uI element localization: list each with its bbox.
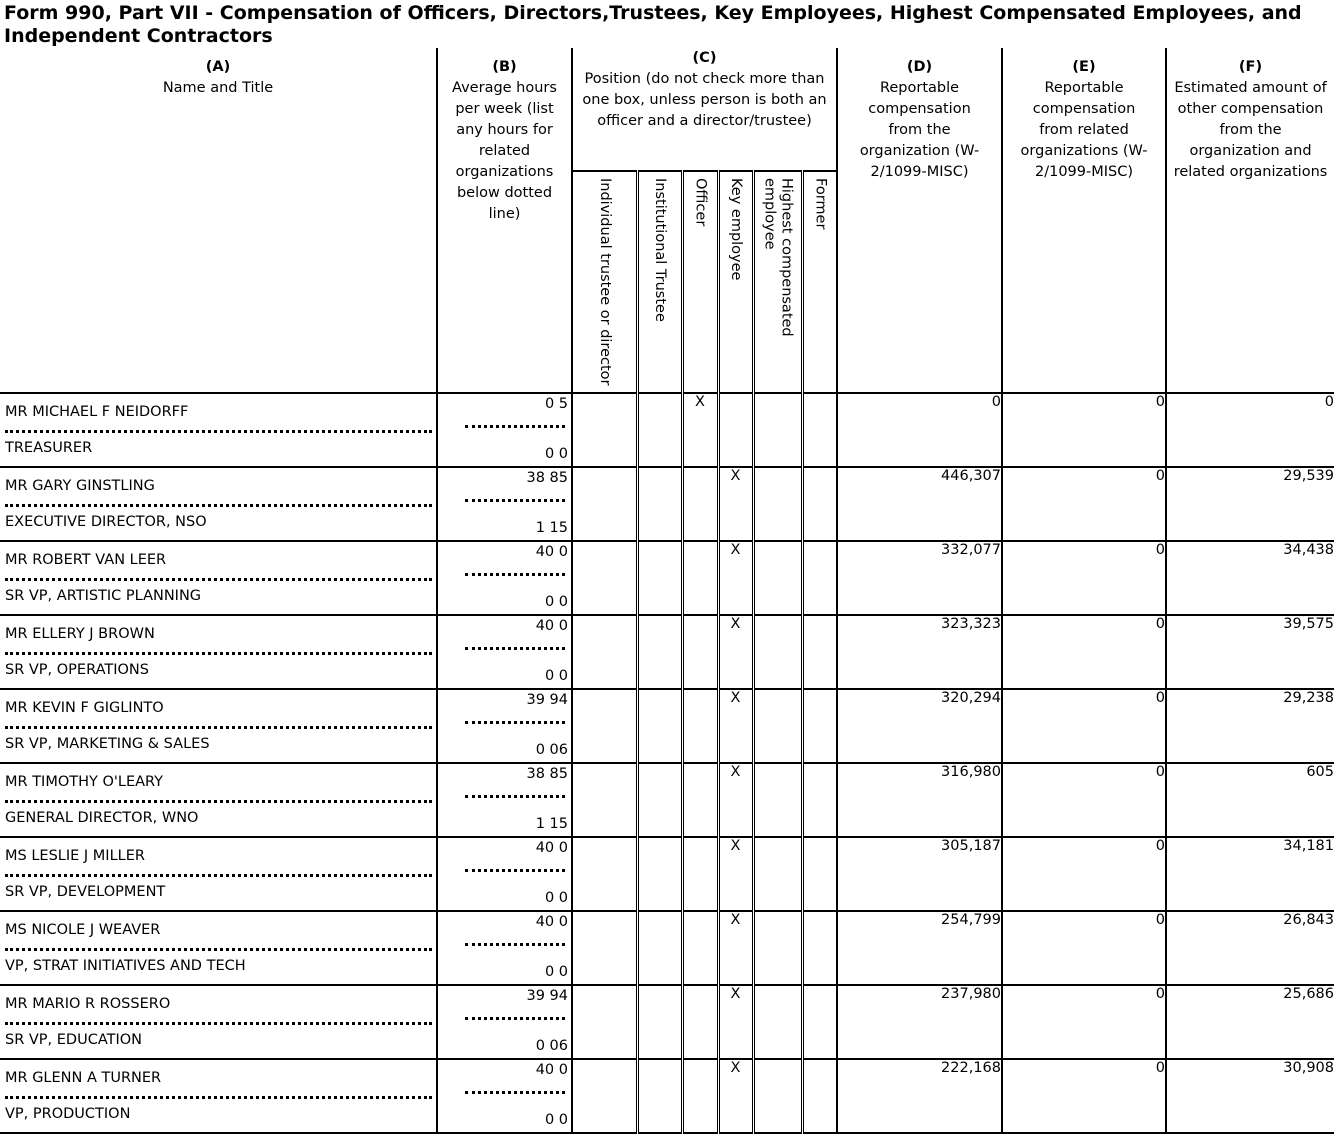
person-title: EXECUTIVE DIRECTOR, NSO	[5, 514, 207, 530]
compensation-related: 0	[1002, 1059, 1166, 1133]
hours-cell	[437, 911, 572, 985]
hours-related: 1 15	[535, 520, 568, 536]
person-name: MR MICHAEL F NEIDORFF	[5, 404, 189, 420]
hours-cell	[437, 985, 572, 1059]
position-officer	[682, 763, 718, 837]
position-individual-trustee	[572, 911, 637, 985]
compensation-related: 0	[1002, 393, 1166, 467]
position-institutional-trustee	[637, 1059, 682, 1133]
hours-organization: 40 0	[535, 618, 568, 634]
header-c-key-employee	[718, 171, 753, 393]
position-highest-compensated	[753, 467, 802, 541]
header-f	[1166, 48, 1334, 393]
hours-organization: 39 94	[526, 692, 568, 708]
header-c-sub-label: Former	[812, 178, 829, 230]
position-highest-compensated	[753, 1059, 802, 1133]
position-individual-trustee	[572, 763, 637, 837]
header-f-letter: (F)	[1238, 59, 1263, 75]
header-c-individual-trustee	[572, 171, 637, 393]
position-former	[802, 1059, 837, 1133]
compensation-organization: 316,980	[837, 763, 1002, 837]
person-title: VP, STRAT INITIATIVES AND TECH	[5, 958, 246, 974]
compensation-organization: 0	[837, 393, 1002, 467]
position-former	[802, 467, 837, 541]
position-key-employee: X	[718, 763, 753, 837]
hours-related: 0 0	[544, 668, 568, 684]
table-row	[0, 985, 1334, 1059]
hours-cell	[437, 1059, 572, 1133]
person-name: MS NICOLE J WEAVER	[5, 922, 161, 938]
header-c-former	[802, 171, 837, 393]
name-title-cell	[0, 763, 437, 837]
position-former	[802, 393, 837, 467]
position-individual-trustee	[572, 615, 637, 689]
person-title: SR VP, MARKETING & SALES	[5, 736, 210, 752]
position-key-employee: X	[718, 1059, 753, 1133]
hours-related: 0 0	[544, 594, 568, 610]
position-individual-trustee	[572, 689, 637, 763]
position-officer	[682, 837, 718, 911]
dotted-separator	[465, 494, 565, 502]
table-row	[0, 541, 1334, 615]
position-key-employee: X	[718, 467, 753, 541]
person-title: SR VP, DEVELOPMENT	[5, 884, 166, 900]
dotted-separator	[5, 1016, 432, 1025]
dotted-separator	[465, 1012, 565, 1020]
person-name: MR ROBERT VAN LEER	[5, 552, 167, 568]
hours-related: 0 0	[544, 1112, 568, 1128]
position-highest-compensated	[753, 763, 802, 837]
position-highest-compensated	[753, 689, 802, 763]
position-key-employee: X	[718, 985, 753, 1059]
dotted-separator	[465, 1086, 565, 1094]
compensation-organization: 323,323	[837, 615, 1002, 689]
header-c-letter: (C)	[692, 50, 717, 66]
table-row	[0, 393, 1334, 467]
name-title-cell	[0, 615, 437, 689]
position-former	[802, 837, 837, 911]
person-title: SR VP, OPERATIONS	[5, 662, 149, 678]
dotted-separator	[5, 1090, 432, 1099]
header-c-sub-label: Officer	[692, 178, 709, 227]
hours-cell	[437, 837, 572, 911]
position-individual-trustee	[572, 467, 637, 541]
dotted-separator	[465, 420, 565, 428]
compensation-related: 0	[1002, 763, 1166, 837]
position-key-employee	[718, 393, 753, 467]
dotted-separator	[5, 794, 432, 803]
table-row	[0, 763, 1334, 837]
hours-organization: 39 94	[526, 988, 568, 1004]
other-compensation: 25,686	[1166, 985, 1334, 1059]
other-compensation: 29,539	[1166, 467, 1334, 541]
header-d-text: Reportable compensation from the organization (W- 2/1099-MISC)	[859, 80, 980, 180]
compensation-related: 0	[1002, 985, 1166, 1059]
hours-organization: 40 0	[535, 914, 568, 930]
position-officer	[682, 467, 718, 541]
position-former	[802, 985, 837, 1059]
header-c	[572, 48, 837, 171]
person-name: MR MARIO R ROSSERO	[5, 996, 171, 1012]
name-title-cell	[0, 393, 437, 467]
position-institutional-trustee	[637, 467, 682, 541]
hours-cell	[437, 689, 572, 763]
position-individual-trustee	[572, 393, 637, 467]
person-title: GENERAL DIRECTOR, WNO	[5, 810, 199, 826]
name-title-cell	[0, 1059, 437, 1133]
hours-related: 0 06	[535, 1038, 568, 1054]
person-title: VP, PRODUCTION	[5, 1106, 131, 1122]
compensation-related: 0	[1002, 467, 1166, 541]
hours-related: 0 0	[544, 890, 568, 906]
position-officer	[682, 689, 718, 763]
header-c-sub-label: Highest compensated employee	[761, 178, 795, 337]
header-d-letter: (D)	[906, 59, 933, 75]
position-former	[802, 541, 837, 615]
compensation-related: 0	[1002, 615, 1166, 689]
person-name: MR GARY GINSTLING	[5, 478, 155, 494]
person-name: MS LESLIE J MILLER	[5, 848, 145, 864]
compensation-organization: 320,294	[837, 689, 1002, 763]
hours-organization: 40 0	[535, 840, 568, 856]
header-c-sub-label: Institutional Trustee	[652, 178, 668, 322]
position-highest-compensated	[753, 911, 802, 985]
other-compensation: 34,181	[1166, 837, 1334, 911]
hours-cell	[437, 541, 572, 615]
dotted-separator	[5, 868, 432, 877]
position-highest-compensated	[753, 541, 802, 615]
header-e-letter: (E)	[1072, 59, 1096, 75]
hours-cell	[437, 763, 572, 837]
table-row	[0, 615, 1334, 689]
hours-related: 0 0	[544, 964, 568, 980]
header-c-sub-label: Individual trustee or director	[596, 178, 613, 386]
person-title: SR VP, ARTISTIC PLANNING	[5, 588, 202, 604]
name-title-cell	[0, 541, 437, 615]
compensation-organization: 446,307	[837, 467, 1002, 541]
person-name: MR KEVIN F GIGLINTO	[5, 700, 164, 716]
table-row	[0, 467, 1334, 541]
dotted-separator	[465, 864, 565, 872]
other-compensation: 605	[1166, 763, 1334, 837]
name-title-cell	[0, 837, 437, 911]
position-institutional-trustee	[637, 615, 682, 689]
person-title: TREASURER	[5, 440, 93, 456]
form-title: Form 990, Part VII - Compensation of Officers, Directors,Trustees, Key Employees, Highest Compensated Employees, and Independent Contractors	[4, 2, 1302, 47]
header-c-institutional-trustee	[637, 171, 682, 393]
person-title: SR VP, EDUCATION	[5, 1032, 143, 1048]
header-b	[437, 48, 572, 393]
compensation-organization: 237,980	[837, 985, 1002, 1059]
header-c-officer	[682, 171, 718, 393]
compensation-related: 0	[1002, 911, 1166, 985]
header-d	[837, 48, 1002, 393]
position-institutional-trustee	[637, 985, 682, 1059]
name-title-cell	[0, 689, 437, 763]
dotted-separator	[5, 646, 432, 655]
header-a-letter: (A)	[205, 59, 231, 75]
position-institutional-trustee	[637, 763, 682, 837]
hours-organization: 38 85	[526, 766, 568, 782]
hours-organization: 0 5	[544, 396, 568, 412]
compensation-table	[0, 48, 1334, 1134]
header-e-text: Reportable compensation from related organizations (W- 2/1099-MISC)	[1020, 80, 1148, 180]
person-name: MR GLENN A TURNER	[5, 1070, 162, 1086]
position-key-employee: X	[718, 615, 753, 689]
compensation-organization: 254,799	[837, 911, 1002, 985]
position-institutional-trustee	[637, 393, 682, 467]
position-key-employee: X	[718, 689, 753, 763]
table-row	[0, 689, 1334, 763]
hours-cell	[437, 467, 572, 541]
position-former	[802, 763, 837, 837]
dotted-separator	[5, 424, 432, 433]
position-highest-compensated	[753, 985, 802, 1059]
position-highest-compensated	[753, 837, 802, 911]
position-individual-trustee	[572, 837, 637, 911]
name-title-cell	[0, 985, 437, 1059]
compensation-organization: 332,077	[837, 541, 1002, 615]
other-compensation: 29,238	[1166, 689, 1334, 763]
position-officer	[682, 985, 718, 1059]
other-compensation: 26,843	[1166, 911, 1334, 985]
position-institutional-trustee	[637, 911, 682, 985]
header-f-text: Estimated amount of other compensation from the organization and related organizations	[1173, 80, 1328, 180]
name-title-cell	[0, 911, 437, 985]
compensation-related: 0	[1002, 541, 1166, 615]
position-officer: X	[682, 393, 718, 467]
position-individual-trustee	[572, 985, 637, 1059]
header-b-letter: (B)	[492, 59, 517, 75]
dotted-separator	[5, 942, 432, 951]
other-compensation: 30,908	[1166, 1059, 1334, 1133]
other-compensation: 39,575	[1166, 615, 1334, 689]
other-compensation: 34,438	[1166, 541, 1334, 615]
hours-cell	[437, 615, 572, 689]
dotted-separator	[5, 498, 432, 507]
position-institutional-trustee	[637, 689, 682, 763]
position-highest-compensated	[753, 393, 802, 467]
dotted-separator	[465, 568, 565, 576]
header-b-text: Average hours per week (list any hours for related organizations below dotted line)	[452, 80, 557, 222]
dotted-separator	[5, 572, 432, 581]
person-name: MR ELLERY J BROWN	[5, 626, 155, 642]
table-row	[0, 911, 1334, 985]
header-e	[1002, 48, 1166, 393]
hours-organization: 38 85	[526, 470, 568, 486]
position-individual-trustee	[572, 541, 637, 615]
other-compensation: 0	[1166, 393, 1334, 467]
hours-cell	[437, 393, 572, 467]
person-name: MR TIMOTHY O'LEARY	[5, 774, 164, 790]
hours-organization: 40 0	[535, 544, 568, 560]
position-officer	[682, 1059, 718, 1133]
hours-related: 1 15	[535, 816, 568, 832]
hours-organization: 40 0	[535, 1062, 568, 1078]
header-a	[0, 48, 437, 393]
hours-related: 0 06	[535, 742, 568, 758]
position-former	[802, 911, 837, 985]
header-a-text: Name and Title	[162, 80, 274, 96]
hours-related: 0 0	[544, 446, 568, 462]
dotted-separator	[5, 720, 432, 729]
position-key-employee: X	[718, 837, 753, 911]
position-highest-compensated	[753, 615, 802, 689]
compensation-organization: 305,187	[837, 837, 1002, 911]
header-c-sub-label: Key employee	[728, 178, 744, 281]
position-key-employee: X	[718, 911, 753, 985]
position-former	[802, 615, 837, 689]
table-row	[0, 1059, 1334, 1133]
position-key-employee: X	[718, 541, 753, 615]
header-c-text: Position (do not check more than one box, unless person is both an officer and a director/trustee)	[582, 71, 827, 129]
position-institutional-trustee	[637, 541, 682, 615]
compensation-organization: 222,168	[837, 1059, 1002, 1133]
position-officer	[682, 615, 718, 689]
position-officer	[682, 541, 718, 615]
header-c-highest-compensated	[753, 171, 802, 393]
dotted-separator	[465, 642, 565, 650]
dotted-separator	[465, 938, 565, 946]
position-former	[802, 689, 837, 763]
compensation-related: 0	[1002, 837, 1166, 911]
position-institutional-trustee	[637, 837, 682, 911]
table-row	[0, 837, 1334, 911]
name-title-cell	[0, 467, 437, 541]
compensation-related: 0	[1002, 689, 1166, 763]
position-officer	[682, 911, 718, 985]
dotted-separator	[465, 716, 565, 724]
dotted-separator	[465, 790, 565, 798]
position-individual-trustee	[572, 1059, 637, 1133]
